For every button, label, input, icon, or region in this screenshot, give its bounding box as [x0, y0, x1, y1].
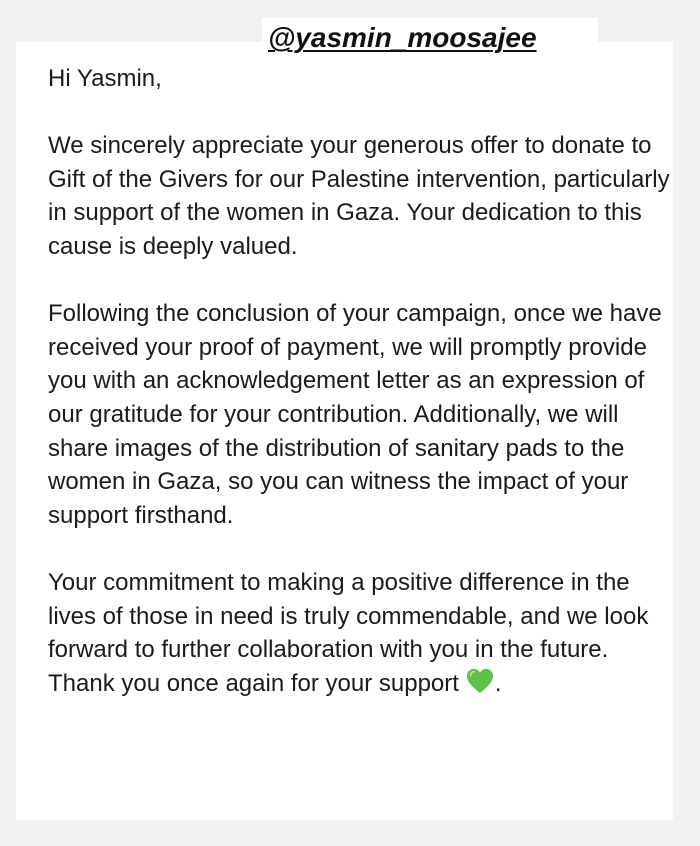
paragraph-appreciation: We sincerely appreciate your generous offer to donate to Gift of the Givers for our Palestine intervention, particularly in support of the women in Gaza. Your dedication to this cause is deeply valued. [48, 132, 670, 260]
message-body [48, 62, 670, 734]
paragraph-followup: Following the conclusion of your campaign, once we have received your proof of payment, we will promptly provide you with an acknowledgement letter as an expression of our gratitude for your contribution. Additionally, we will share images of the distribution of sanitary pads to the women in Gaza, so you can witness the impact of your support firsthand. [48, 300, 662, 529]
paragraph-closing [48, 566, 670, 700]
greeting: Hi Yasmin, [48, 65, 162, 92]
green-heart-icon [465, 667, 495, 695]
closing-text: Your commitment to making a positive difference in the lives of those in need is truly commendable, and we look forward to further collaboration with you in the future. Thank you once again for your support [48, 568, 649, 697]
closing-period: . [494, 669, 502, 697]
username-sticker[interactable] [262, 18, 598, 58]
username-handle[interactable]: @yasmin_moosajee [268, 22, 537, 53]
